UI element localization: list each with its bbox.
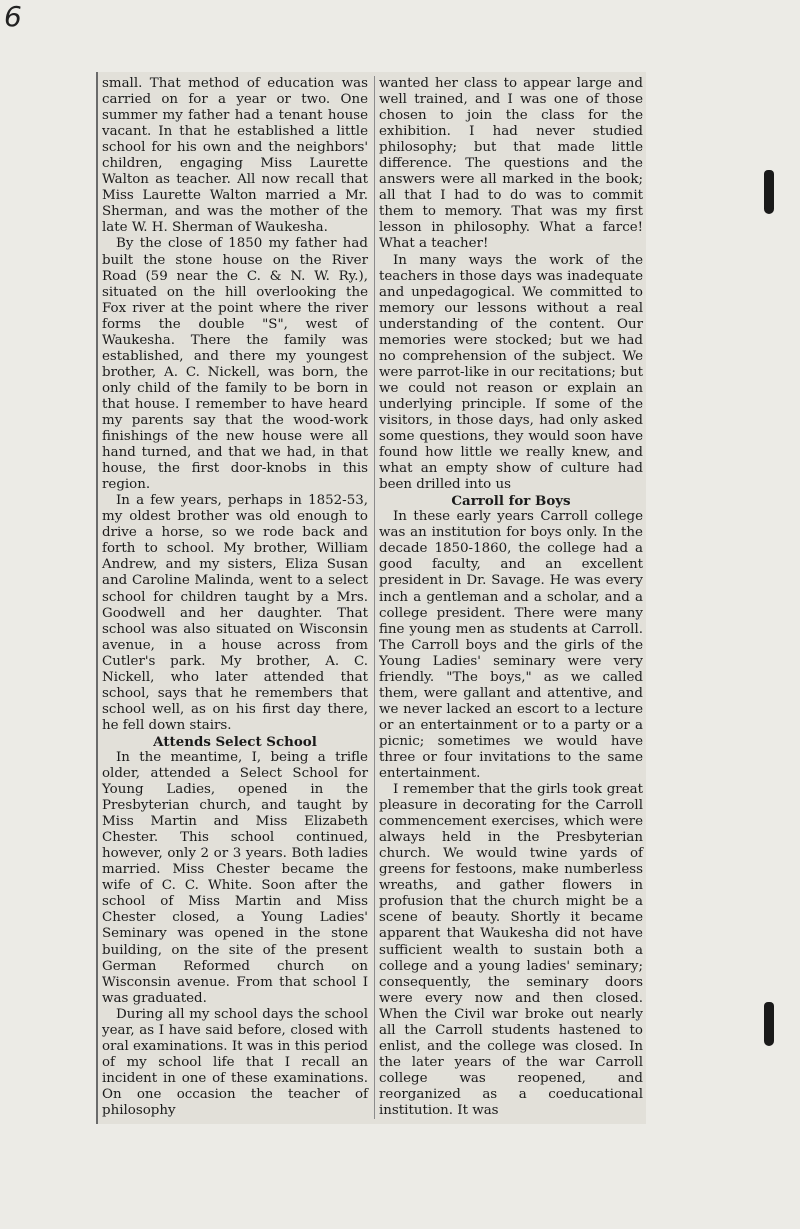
paragraph: small. That method of education was carried on for a year or two. One summer my father had a tenant house vacant. In that he established a little school for his own and the neighbors' children, engaging Miss Laurette Walton as teacher. All now recall that Miss Laurette Walton married a Mr. Sherman, and was the mother of the late W. H. Sherman of Waukesha. — [102, 76, 368, 236]
section-heading: Attends Select School — [153, 733, 317, 750]
paragraph: In the meantime, I, being a trifle older, attended a Select School for Young Ladies, opened in the Presbyterian church, and taught by Miss Martin and Miss Elizabeth Chester. This school continued, however, only 2 or 3 years. Both ladies married. Miss Chester became the wife of C. C. White. Soon after the school of Miss Martin and Miss Chester closed, a Young Ladies' Seminary was opened in the stone building, on the site of the present German Reformed church on Wisconsin avenue. From that school I was graduated. — [102, 749, 368, 1006]
paragraph: In these early years Carroll college was an institution for boys only. In the decade 1850-1860, the college had a good faculty, and an excellent president in Dr. Savage. He was every inch a gentleman and a scholar, and a college president. There were many fine young men as students at Carroll. The Carroll boys and the girls of the Young Ladies' seminary were very friendly. "The boys," as we called them, were gallant and attentive, and we never lacked an escort to a lecture or an entertainment or to a party or a picnic; sometimes we would have three or four invitations to the same entertainment. — [379, 509, 643, 782]
newspaper-clipping — [96, 72, 646, 1124]
page-number: 6 — [4, 0, 22, 33]
paragraph: In a few years, perhaps in 1852-53, my oldest brother was old enough to drive a horse, so we rode back and forth to school. My brother, William Andrew, and my sisters, Eliza Susan and Caroline Malinda, went to a select school for children taught by a Mrs. Goodwell and her daughter. That school was also situated on Wisconsin avenue, in a house across from Cutler's park. My brother, A. C. Nickell, who later attended that school, says that he remembers that school well, as on his first day there, he fell down stairs. — [102, 493, 368, 733]
paragraph: I remember that the girls took great pleasure in decorating for the Carroll commencement exercises, which were always held in the Presbyterian church. We would twine yards of greens for festoons, make numberless wreaths, and gather flowers in profusion that the church might be a scene of beauty. Shortly it became apparent that Waukesha did not have sufficient wealth to sustain both a college and a young ladies' seminary; consequently, the seminary doors were every now and then closed. When the Civil war broke out nearly all the Carroll students hastened to enlist, and the college was closed. In the later years of the war Carroll college was reopened, and reorganized as a coeducational institution. It was — [379, 782, 643, 1118]
binder-hole-mark — [764, 1002, 774, 1046]
paragraph: wanted her class to appear large and well trained, and I was one of those chosen to join the class for the exhibition. I had never studied philosophy; but that made little difference. The questions and the answers were all marked in the book; all that I had to do was to commit them to memory. That was my first lesson in philosophy. What a farce! What a teacher! — [379, 76, 643, 252]
binder-hole-mark — [764, 170, 774, 214]
article-column-left — [102, 76, 368, 1119]
paragraph: In many ways the work of the teachers in those days was inadequate and unpedagogical. We committed to memory our lessons without a real understanding of the content. Our memories were stocked; but we had no comprehension of the subject. We were parrot-like in our recitations; but we could not reason or explain an underlying principle. If some of the visitors, in those days, had only asked some questions, they would soon have found how little we really knew, and what an empty show of culture had been drilled into us — [379, 252, 643, 493]
paragraph: By the close of 1850 my father had built the stone house on the River Road (59 near the C. & N. W. Ry.), situated on the hill overlooking the Fox river at the point where the river forms the double "S", west of Waukesha. There the family was established, and there my youngest brother, A. C. Nickell, was born, the only child of the family to be born in that house. I remember to have heard my parents say that the wood-work finishings of the new house were all hand turned, and that we had, in that house, the first door-knobs in this region. — [102, 236, 368, 493]
article-column-right — [374, 76, 643, 1119]
section-heading: Carroll for Boys — [451, 493, 571, 510]
paragraph: During all my school days the school year, as I have said before, closed with oral examinations. It was in this period of my school life that I recall an incident in one of these examinations. On one occasion the teacher of philosophy — [102, 1006, 368, 1118]
